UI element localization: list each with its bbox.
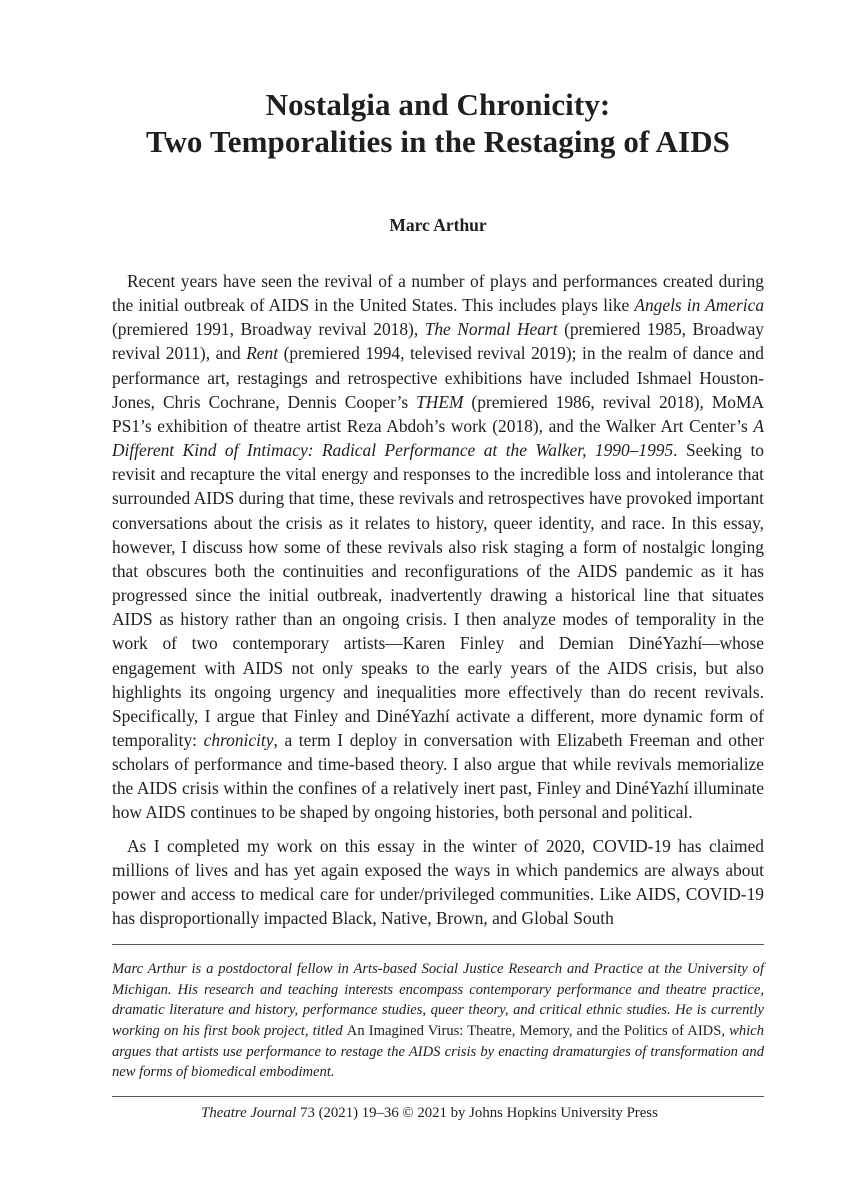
bio-text-2: , which argues that artists use performance to restage the AIDS crisis by enacting dramaturgies of transformation and new forms of biomedical embodiment. — [112, 1023, 764, 1081]
journal-citation — [0, 1105, 859, 1122]
p1-italic-them: THEM — [416, 391, 464, 412]
p1-italic-angels: Angels in America — [634, 295, 765, 316]
article-body — [112, 269, 764, 930]
author-name: Marc Arthur — [389, 215, 487, 235]
p1-text-6: . Seeking to revisit and recapture the vital energy and responses to the incredible loss and intolerance that surrounded AIDS during that time, these revivals and retrospectives have provoked important conversations about the crisis as it relates to history, queer identity, and race. In this essay, however, I discuss how some of these revivals also risk staging a form of nostalgic longing that obscures both the continuities and reconfigurations of the AIDS pandemic as it has progressed since the initial outbreak, inadvertently drawing a historical line that situates AIDS as history rather than an ongoing crisis. I then analyze modes of temporality in the work of two contemporary artists—Karen Finley and Demian DinéYazhí—whose engagement with AIDS not only speaks to the early years of the AIDS crisis, but also highlights its ongoing urgency and inequalities more effectively than do recent revivals. Specifically, I argue that Finley and DinéYazhí activate a different, more dynamic form of temporality: — [112, 440, 764, 750]
p1-italic-rent: Rent — [246, 343, 279, 364]
bio-book-title: An Imagined Virus: Theatre, Memory, and the Politics of AIDS — [346, 1023, 722, 1039]
paragraph-1 — [112, 269, 764, 825]
p1-text-3: (premiered 1985, Broadway revival 2011), and — [112, 319, 764, 364]
p1-italic-chronicity: chronicity — [203, 729, 274, 750]
p1-italic-walker: A Different Kind of Intimacy: Radical Performance at the Walker, 1990–1995 — [112, 415, 764, 461]
footnote-divider-bottom — [112, 1096, 764, 1097]
bio-text-1: Marc Arthur is a postdoctoral fellow in Arts-based Social Justice Research and Practice at the University of Michigan. His research and teaching interests encompass contemporary performance and theatre practice, dramatic literature and history, performance studies, queer theory, and critical ethnic studies. He is currently working on his first book project, titled — [112, 961, 764, 1039]
title-line-2: Two Temporalities in the Restaging of AIDS — [145, 124, 731, 159]
p1-text-1: Recent years have seen the revival of a number of plays and performances created during the initial outbreak of AIDS in the United States. This includes plays like — [112, 271, 764, 316]
p1-text-7: , a term I deploy in conversation with Elizabeth Freeman and other scholars of performance and time-based theory. I also argue that while revivals memorialize the AIDS crisis within the confines of a relatively inert past, Finley and DinéYazhí illuminate how AIDS continues to be shaped by ongoing histories, both personal and political. — [112, 729, 764, 823]
paragraph-2: As I completed my work on this essay in the winter of 2020, COVID-19 has claimed millions of lives and has yet again exposed the ways in which pandemics are always about power and access to medical care for under/privileged communities. Like AIDS, COVID-19 has disproportionally impacted Black, Native, Brown, and Global South — [112, 835, 764, 929]
p1-text-2: (premiered 1991, Broadway revival 2018), — [112, 319, 425, 340]
article-title — [112, 0, 764, 160]
citation-text: 73 (2021) 19–36 © 2021 by Johns Hopkins University Press — [296, 1105, 658, 1121]
journal-name: Theatre Journal — [201, 1105, 297, 1121]
p1-text-4: (premiered 1994, televised revival 2019); in the realm of dance and performance art, restagings and retrospective exhibitions have included Ishmael Houston-Jones, Chris Cochrane, Dennis Cooper’s — [112, 343, 765, 412]
author-bio — [112, 959, 764, 1083]
p1-text-5: (premiered 1986, revival 2018), MoMA PS1’s exhibition of theatre artist Reza Abdoh’s work (2018), and the Walker Art Center’s — [112, 391, 765, 436]
footnote-divider-top — [112, 944, 764, 945]
p1-italic-normal-heart: The Normal Heart — [424, 319, 558, 340]
title-line-1: Nostalgia and Chronicity: — [265, 87, 611, 122]
